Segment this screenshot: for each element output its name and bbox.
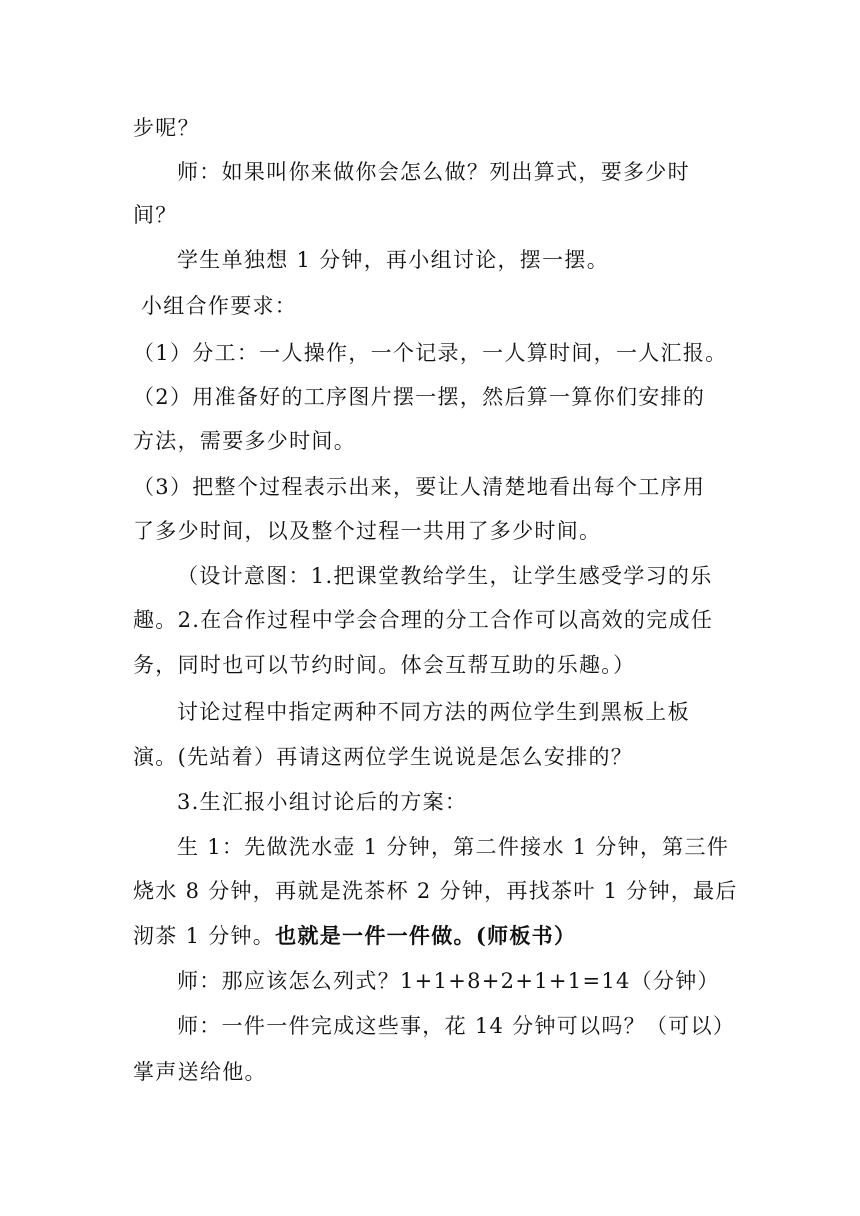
paragraph-line: 讨论过程中指定两种不同方法的两位学生到黑板上板	[177, 700, 690, 724]
paragraph-line: 师：那应该怎么列式？1+1+8+2+1+1=14（分钟）	[177, 969, 720, 993]
paragraph-line: 步呢？	[133, 116, 200, 140]
paragraph-line	[133, 921, 576, 951]
paragraph-line: （设计意图：1.把课堂教给学生，让学生感受学习的乐	[177, 564, 713, 588]
list-item: （1）分工：一人操作，一个记录，一人算时间，一人汇报。	[133, 341, 728, 365]
paragraph-line: 演。(先站着）再请这两位学生说说是怎么安排的？	[133, 745, 634, 769]
paragraph-line: 方法，需要多少时间。	[133, 429, 356, 453]
paragraph-line: 了多少时间，以及整个过程一共用了多少时间。	[133, 519, 602, 543]
paragraph-line: 师：如果叫你来做你会怎么做？列出算式，要多少时	[177, 160, 690, 184]
board-note: 也就是一件一件做。(师板书）	[275, 923, 577, 948]
paragraph-text: 沏茶 1 分钟。	[133, 924, 276, 948]
list-item: （2）用准备好的工序图片摆一摆，然后算一算你们安排的	[133, 385, 706, 409]
paragraph-line: 学生单独想 1 分钟，再小组讨论，摆一摆。	[177, 248, 610, 272]
paragraph-line: 趣。2.在合作过程中学会合理的分工合作可以高效的完成任	[133, 608, 714, 632]
list-item: （3）把整个过程表示出来，要让人清楚地看出每个工序用	[133, 475, 706, 499]
paragraph-line: 生 1：先做洗水壶 1 分钟，第二件接水 1 分钟，第三件	[177, 835, 730, 859]
paragraph-line: 3.生汇报小组讨论后的方案：	[177, 790, 468, 814]
paragraph-line: 务，同时也可以节约时间。体会互帮互助的乐趣。）	[133, 653, 636, 677]
paragraph-line: 烧水 8 分钟，再就是洗茶杯 2 分钟，再找茶叶 1 分钟，最后	[133, 879, 738, 903]
paragraph-line: 间？	[133, 203, 178, 227]
paragraph-line: 掌声送给他。	[133, 1060, 267, 1084]
section-heading: 小组合作要求：	[141, 294, 298, 318]
paragraph-line: 师：一件一件完成这些事，花 14 分钟可以吗？（可以）	[177, 1014, 736, 1038]
